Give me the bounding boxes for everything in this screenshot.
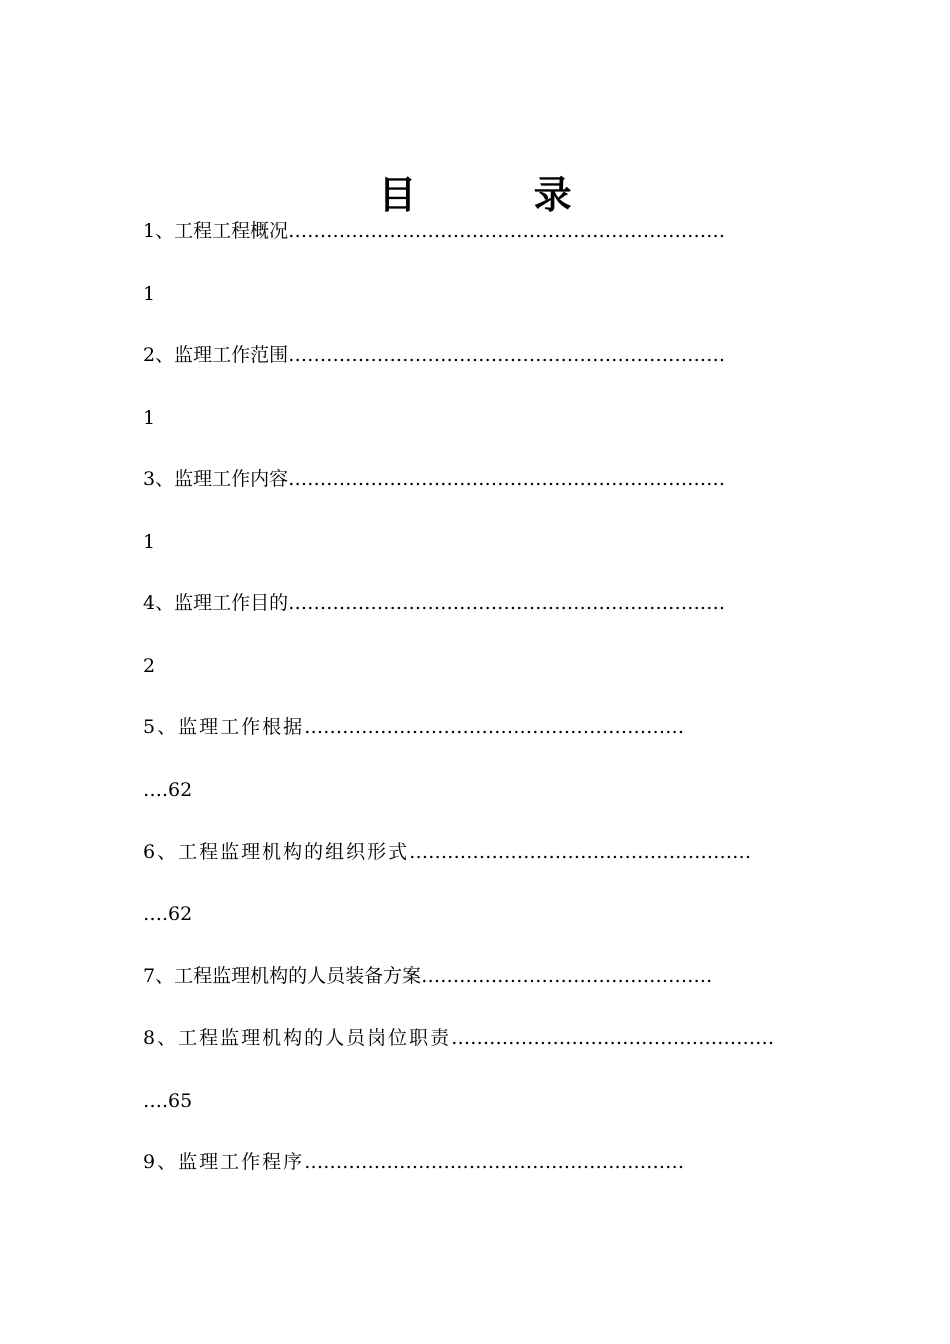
toc-entry-label: 4、监理工作目的 [143, 592, 289, 614]
toc-title: 目 录 [378, 172, 624, 217]
toc-entry-4[interactable] [143, 589, 808, 617]
toc-entry-page: ….62 [143, 903, 193, 925]
toc-entry-6[interactable] [143, 838, 808, 866]
toc-dot-leader: …………………………………………………… [304, 716, 685, 738]
toc-entry-3[interactable] [143, 465, 808, 493]
toc-entry-page: 2 [143, 655, 156, 677]
toc-entry-5[interactable] [143, 713, 808, 741]
toc-entry-2[interactable] [143, 341, 808, 369]
toc-dot-leader: ………………………………………. [421, 965, 713, 987]
toc-dot-leader: ……………………………………………… [409, 841, 752, 863]
toc-dot-leader: …………………………………………………… [304, 1151, 685, 1173]
toc-entry-label: 9、监理工作程序 [143, 1151, 305, 1173]
toc-entry-label: 7、工程监理机构的人员装备方案 [143, 965, 422, 987]
toc-entry-7[interactable] [143, 962, 808, 990]
toc-dot-leader: …………………………………………………………… [288, 344, 726, 366]
toc-dot-leader: …………………………………………………………… [288, 468, 726, 490]
toc-dot-leader: …………………………………………………………… [288, 592, 726, 614]
toc-entry-page: 1 [143, 283, 156, 305]
toc-entry-page: ….62 [143, 779, 193, 801]
toc-entry-1[interactable] [143, 217, 808, 245]
toc-entry-page: ….65 [143, 1090, 193, 1112]
toc-entry-page: 1 [143, 531, 156, 553]
toc-entry-label: 8、工程监理机构的人员岗位职责 [143, 1027, 452, 1049]
toc-entry-page: 1 [143, 407, 156, 429]
toc-dot-leader: …………………………………………………………… [288, 220, 726, 242]
toc-entry-9[interactable] [143, 1148, 808, 1176]
toc-entry-label: 2、监理工作范围 [143, 344, 289, 366]
toc-entry-label: 5、监理工作根据 [143, 716, 305, 738]
toc-entry-8[interactable] [143, 1024, 808, 1052]
toc-entry-label: 1、工程工程概况 [143, 220, 289, 242]
toc-dot-leader: …………………………………………… [451, 1027, 775, 1049]
toc-entry-label: 6、工程监理机构的组织形式 [143, 841, 410, 863]
toc-entry-label: 3、监理工作内容 [143, 468, 289, 490]
